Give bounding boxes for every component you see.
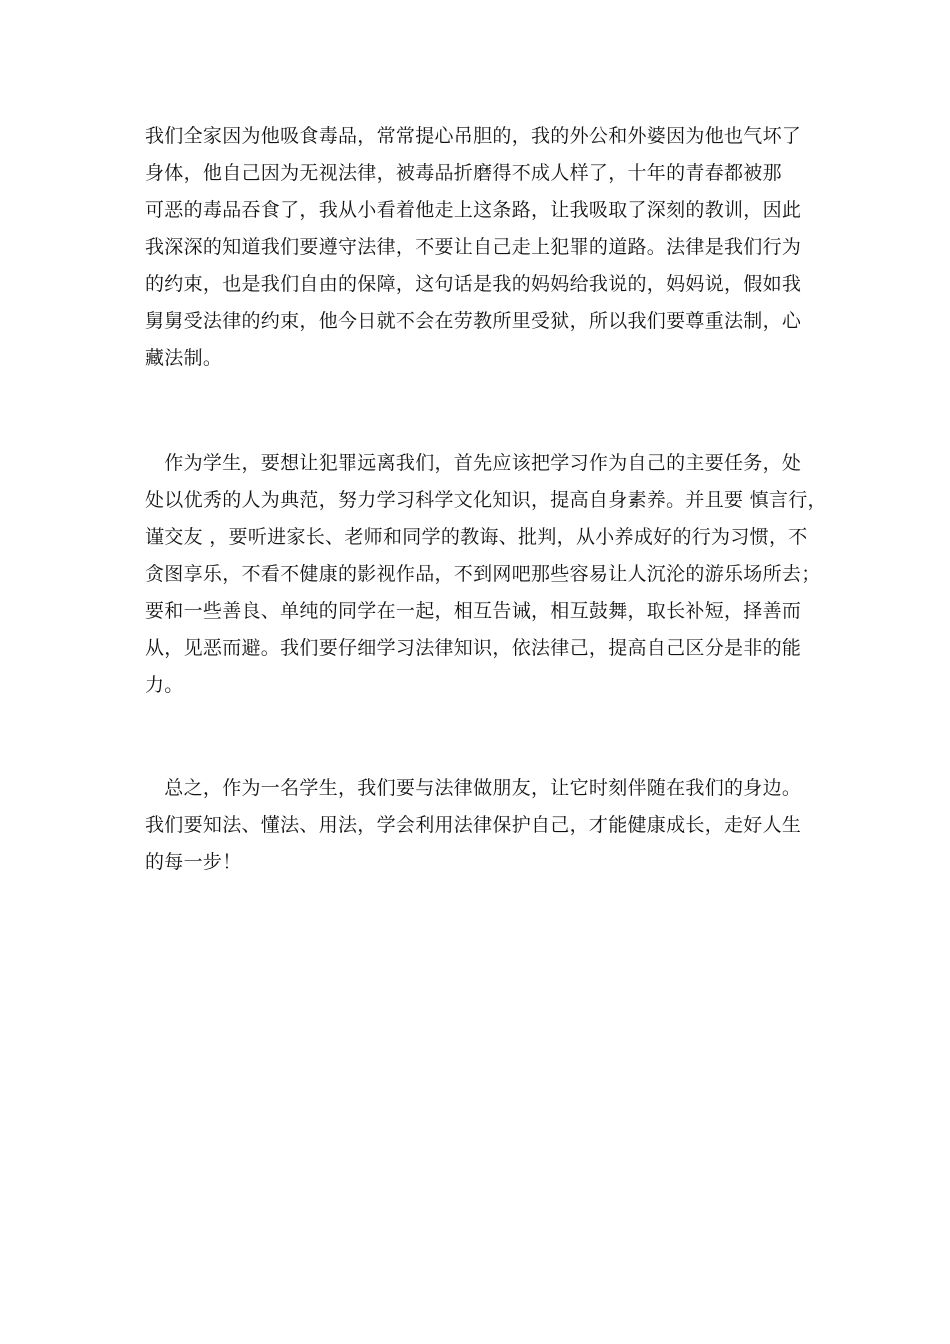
text-line: 作为学生，要想让犯罪远离我们，首先应该把学习作为自己的主要任务，处 [145,452,802,474]
text-line: 舅舅受法律的约束，他今日就不会在劳教所里受狱，所以我们要尊重法制，心 [145,310,802,332]
text-line: 身体，他自己因为无视法律，被毒品折磨得不成人样了，十年的青春都被那 [145,162,782,184]
text-line: 力。 [145,674,184,696]
text-line: 藏法制。 [145,347,223,369]
paragraph-2 [145,445,827,704]
text-line: 总之，作为一名学生，我们要与法律做朋友，让它时刻伴随在我们的身边。 [145,777,802,799]
text-line: 我们全家因为他吸食毒品，常常提心吊胆的，我的外公和外婆因为他也气坏了 [145,125,802,147]
text-line: 从，见恶而避。我们要仔细学习法律知识，依法律己，提高自己区分是非的能 [145,637,802,659]
text-line: 要和一些善良、单纯的同学在一起，相互告诫，相互鼓舞，取长补短，择善而 [145,600,802,622]
paragraph-3 [145,770,801,881]
text-line: 可恶的毒品吞食了，我从小看着他走上这条路，让我吸取了深刻的教训，因此 [145,199,802,221]
text-line: 谨交友 ，要听进家长、老师和同学的教诲、批判，从小养成好的行为习惯，不 [145,526,808,548]
text-line: 的每一步！ [145,851,242,873]
paragraph-1 [145,118,801,377]
text-line: 的约束，也是我们自由的保障，这句话是我的妈妈给我说的，妈妈说，假如我 [145,273,802,295]
text-line: 处以优秀的人为典范，努力学习科学文化知识，提高自身素养。并且要 慎言行， [145,489,827,511]
text-line: 贪图享乐，不看不健康的影视作品，不到网吧那些容易让人沉沦的游乐场所去； [145,563,821,585]
text-line: 我们要知法、懂法、用法，学会利用法律保护自己，才能健康成长，走好人生 [145,814,802,836]
text-line: 我深深的知道我们要遵守法律，不要让自己走上犯罪的道路。法律是我们行为 [145,236,802,258]
